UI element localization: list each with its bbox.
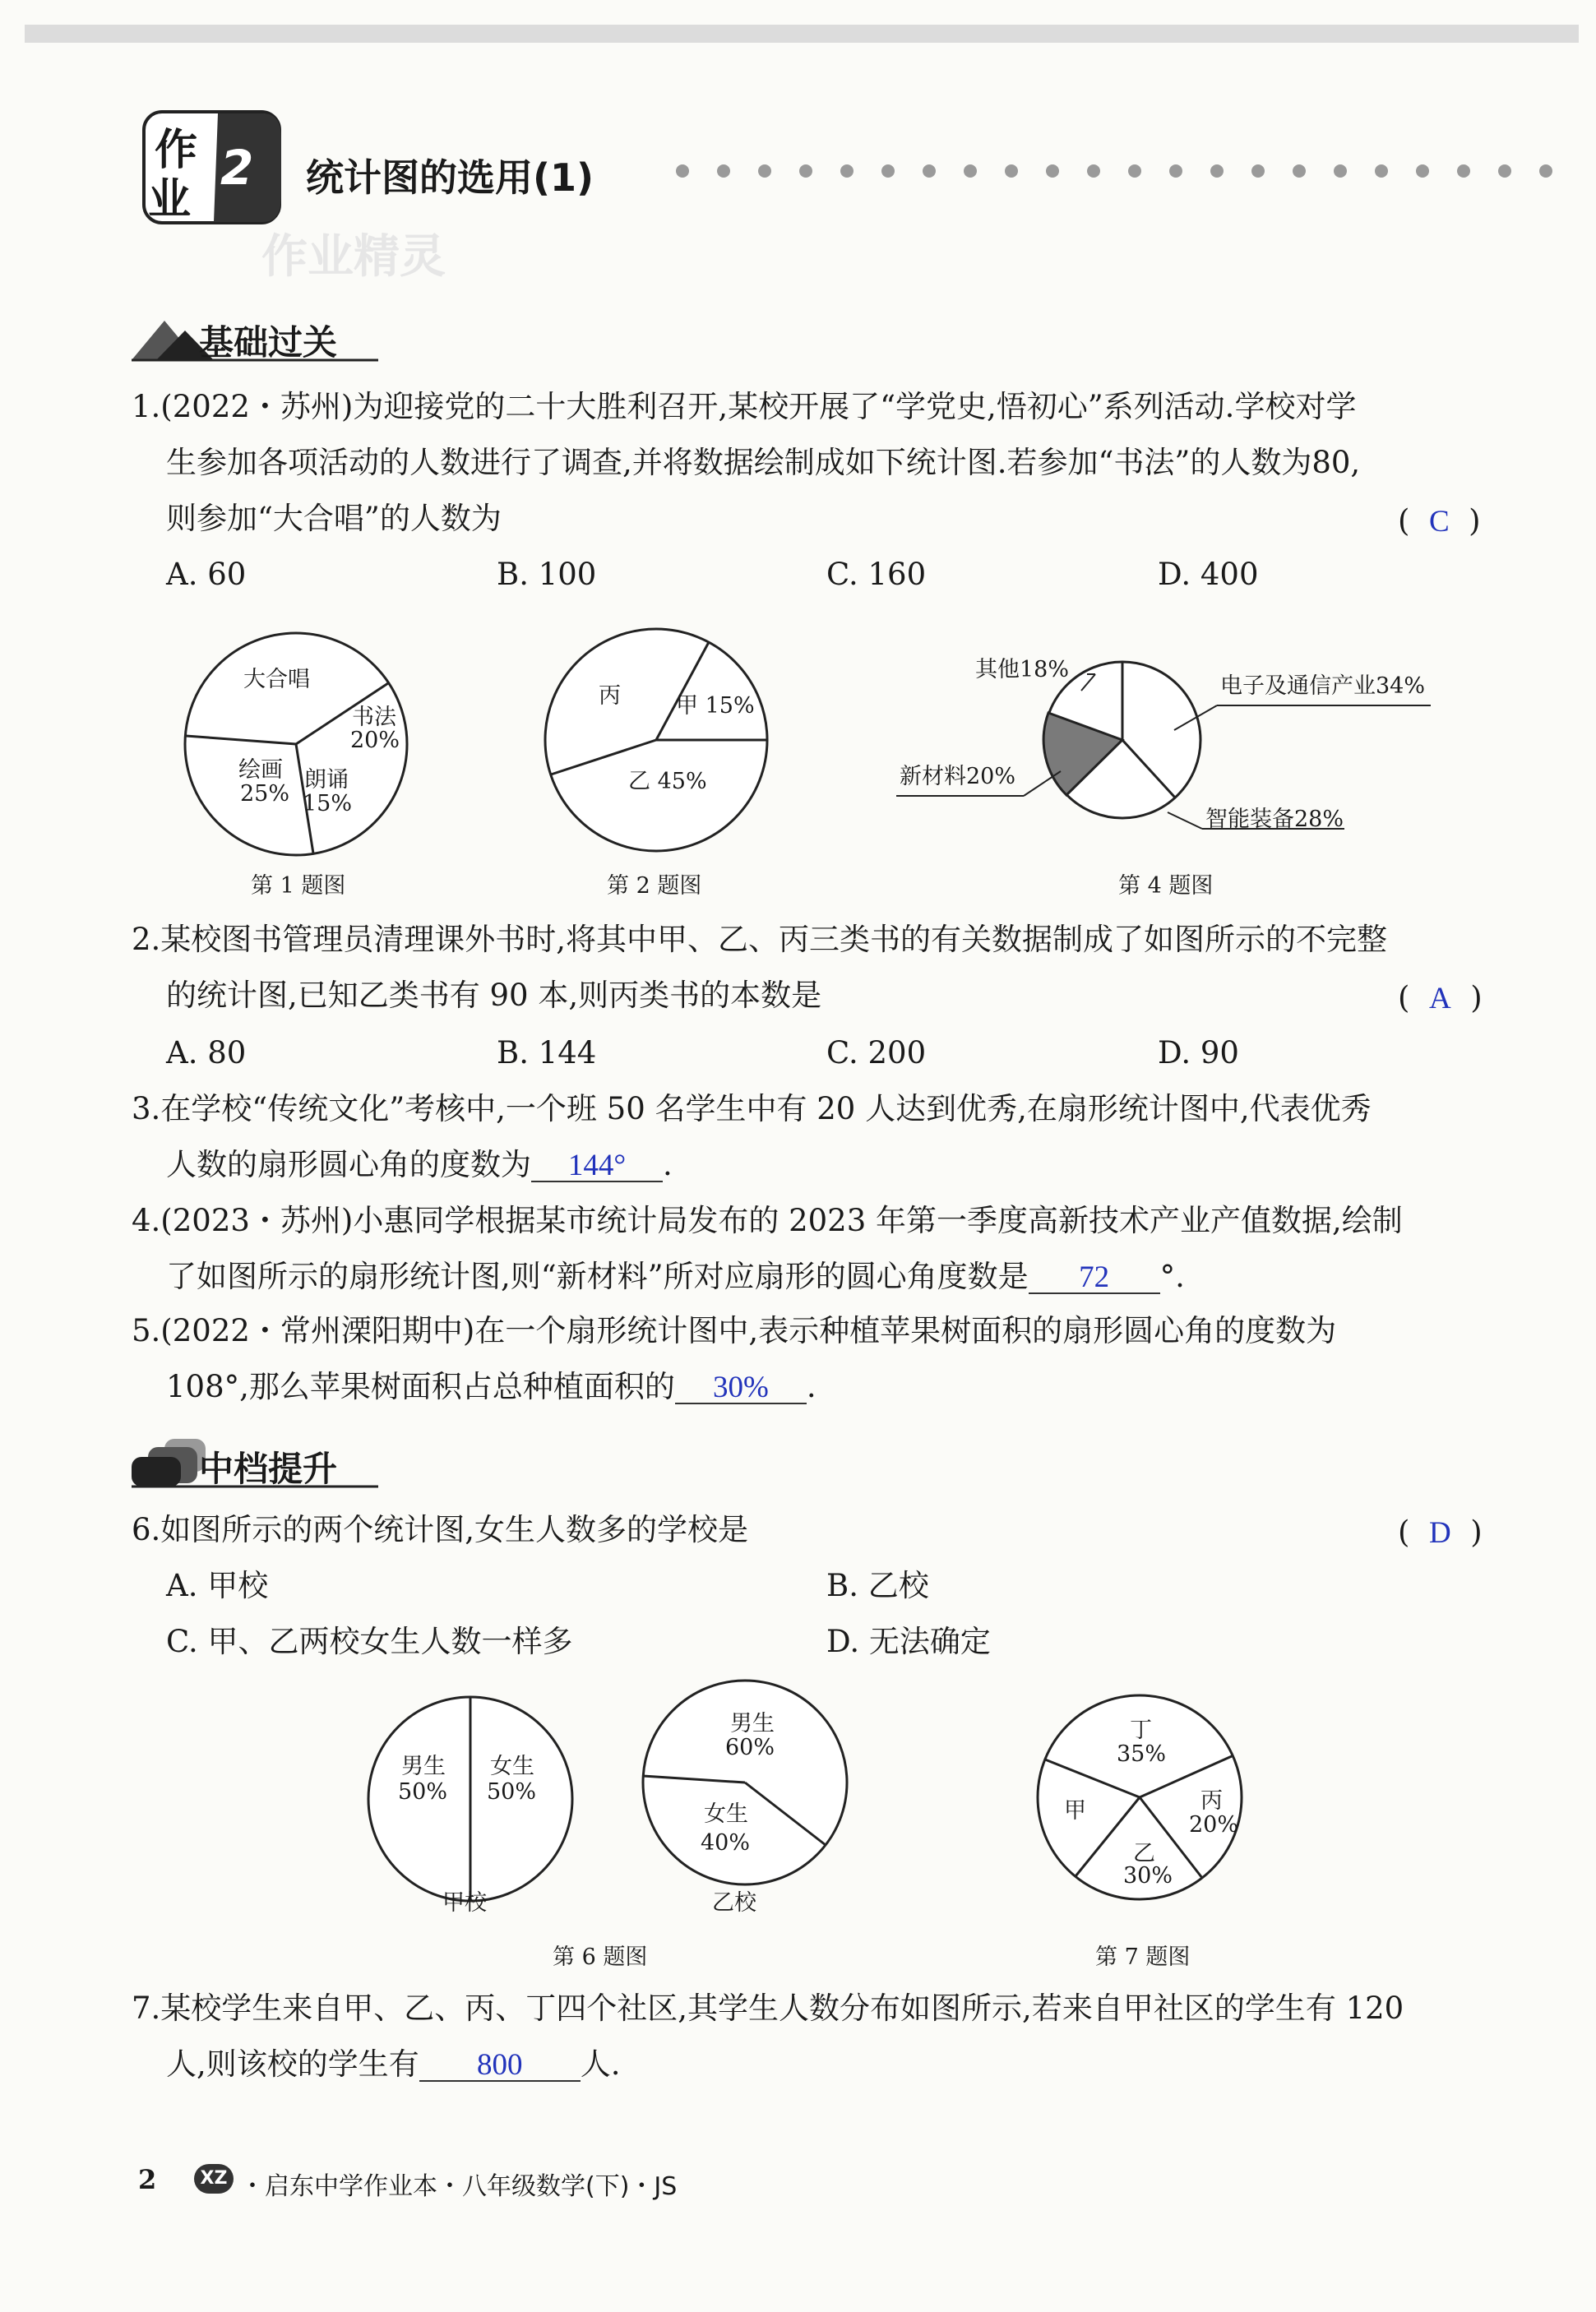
q1-line2: 生参加各项活动的人数进行了调查,并将数据绘制成如下统计图.若参加“书法”的人数为80, (166, 445, 1361, 480)
q4-line1: 4.(2023・苏州)小惠同学根据某市统计局发布的 2023 年第一季度高新技术产业产值数据,绘制 (132, 1203, 1403, 1238)
badge-number: 2 (220, 140, 254, 196)
fig4-label-other: 其他18% (975, 657, 1070, 682)
q1-answer-paren: ( C ) (1398, 503, 1481, 539)
footer-logo-icon: XZ (194, 2164, 234, 2194)
top-band (25, 25, 1579, 43)
q2-answer: A (1428, 982, 1451, 1015)
fig6b-label-boy: 男生 (730, 1711, 775, 1736)
fig7-label-jia: 甲 (1064, 1798, 1086, 1824)
q3-line2 (166, 1149, 673, 1182)
fig7-label-bing: 丙 (1200, 1788, 1223, 1814)
fig7-caption: 第 7 题图 (1095, 1944, 1191, 1970)
q5-line2-pre: 108°,那么苹果树面积占总种植面积的 (166, 1369, 675, 1404)
section-middle (132, 1431, 395, 1488)
q1-option-b: B. 100 (497, 557, 597, 592)
q1-option-d: D. 400 (1158, 557, 1259, 592)
fig6-caption: 第 6 题图 (553, 1944, 648, 1970)
fig6a-label-boy: 男生 (401, 1754, 446, 1779)
fig4-label-smart: 智能装备28% (1205, 807, 1344, 832)
q6-line1: 6.如图所示的两个统计图,女生人数多的学校是 (132, 1512, 749, 1547)
q2-option-a: A. 80 (166, 1035, 247, 1070)
title-dots (674, 163, 1562, 179)
q5-answer-blank (675, 1371, 807, 1404)
q3-line1: 3.在学校“传统文化”考核中,一个班 50 名学生中有 20 人达到优秀,在扇形统计图中,代表优秀 (132, 1091, 1372, 1126)
q1-option-c: C. 160 (826, 557, 927, 592)
footer-text: ・启东中学作业本・八年级数学(下)・JS (240, 2172, 678, 2201)
fig4-label-electronics: 电子及通信产业34% (1220, 673, 1426, 699)
fig7-label-ding: 丁 (1130, 1718, 1152, 1743)
q5-line2 (166, 1371, 817, 1404)
badge-char-1: 作 (155, 126, 198, 175)
fig2-pie (541, 625, 771, 855)
fig1-label-recite: 朗诵 (304, 767, 349, 793)
fig2-label-yi: 乙 45% (628, 769, 707, 794)
section-basic-title: 基础过关 (199, 322, 338, 363)
q6-option-b: B. 乙校 (826, 1568, 929, 1603)
q3-line2-pre: 人数的扇形圆心角的度数为 (166, 1147, 531, 1182)
fig1-label-painting-pct: 25% (240, 781, 290, 807)
section-basic (132, 304, 395, 362)
q7-line2-post: 人. (580, 2046, 621, 2082)
badge-char-2: 业 (148, 175, 192, 224)
fig6b-label-boy-pct: 60% (725, 1735, 775, 1760)
q6-answer-paren: ( D ) (1398, 1514, 1483, 1550)
fig1-label-chorus: 大合唱 (243, 667, 310, 692)
page-title: 统计图的选用(1) (306, 155, 594, 200)
fig2-label-bing: 丙 (599, 683, 621, 709)
fig2-caption: 第 2 题图 (607, 873, 702, 899)
q5-answer: 30% (712, 1371, 769, 1404)
q2-line2: 的统计图,已知乙类书有 90 本,则丙类书的本数是 (166, 978, 822, 1013)
q1-line3: 则参加“大合唱”的人数为 (166, 501, 502, 536)
fig7-label-yi: 乙 (1133, 1841, 1155, 1866)
q2-option-c: C. 200 (826, 1035, 927, 1070)
q7-line2-pre: 人,则该校的学生有 (166, 2046, 419, 2082)
footer-page-number: 2 (138, 2164, 157, 2195)
fig2-label-jia: 甲 15% (676, 693, 755, 719)
fig1-caption: 第 1 题图 (251, 873, 346, 899)
q2-option-d: D. 90 (1158, 1035, 1239, 1070)
fig6b-label-girl: 女生 (704, 1801, 748, 1827)
q4-answer-blank (1029, 1261, 1160, 1294)
fig6-pie-a (365, 1694, 576, 1904)
fig6a-label-girl: 女生 (490, 1754, 534, 1779)
q1-option-a: A. 60 (166, 557, 247, 592)
q4-line2-pre: 了如图所示的扇形统计图,则“新材料”所对应扇形的圆心角度数是 (166, 1259, 1029, 1294)
fig4-label-materials: 新材料20% (900, 764, 1016, 789)
fig6a-school-name: 甲校 (442, 1890, 487, 1916)
q4-line2 (166, 1261, 1185, 1294)
q2-option-b: B. 144 (497, 1035, 597, 1070)
fig6b-label-girl-pct: 40% (701, 1830, 751, 1856)
section-middle-title: 中档提升 (199, 1449, 338, 1489)
fig1-label-calligraphy: 书法 (352, 705, 396, 730)
q3-answer-blank (531, 1149, 663, 1182)
fig7-label-ding-pct: 35% (1117, 1741, 1167, 1767)
q2-answer-paren: ( A ) (1398, 980, 1483, 1015)
q4-answer: 72 (1079, 1260, 1110, 1294)
fig1-label-painting: 绘画 (238, 757, 283, 783)
fig1-label-calligraphy-pct: 20% (350, 728, 400, 753)
q1-line1: 1.(2022・苏州)为迎接党的二十大胜利召开,某校开展了“学党史,悟初心”系列活动.学校对学 (132, 389, 1357, 424)
q7-line1: 7.某校学生来自甲、乙、丙、丁四个社区,其学生人数分布如图所示,若来自甲社区的学生有 120 (132, 1991, 1404, 2026)
fig1-label-recite-pct: 15% (303, 791, 353, 816)
q6-answer: D (1428, 1516, 1451, 1550)
q7-answer-blank (419, 2049, 581, 2082)
q6-option-c: C. 甲、乙两校女生人数一样多 (166, 1624, 573, 1659)
q3-answer: 144° (567, 1149, 627, 1182)
q7-answer: 800 (477, 2048, 523, 2082)
q2-line1: 2.某校图书管理员清理课外书时,将其中甲、乙、丙三类书的有关数据制成了如图所示的不完整 (132, 922, 1388, 957)
fig7-label-yi-pct: 30% (1123, 1863, 1173, 1889)
q6-option-a: A. 甲校 (166, 1568, 269, 1603)
q7-line2 (166, 2046, 621, 2082)
q4-line2-post: °. (1159, 1259, 1185, 1294)
q3-line2-post: . (663, 1147, 673, 1182)
fig6a-label-girl-pct: 50% (487, 1779, 537, 1805)
fig4-caption: 第 4 题图 (1118, 873, 1214, 899)
q1-answer: C (1428, 505, 1450, 539)
q6-option-d: D. 无法确定 (826, 1624, 991, 1659)
q5-line1: 5.(2022・常州溧阳期中)在一个扇形统计图中,表示种植苹果树面积的扇形圆心角的度数为 (132, 1313, 1337, 1348)
q5-line2-post: . (806, 1369, 817, 1404)
watermark: 作业精灵 (261, 230, 446, 284)
fig7-label-bing-pct: 20% (1189, 1812, 1239, 1838)
fig6a-label-boy-pct: 50% (398, 1779, 448, 1805)
fig6b-school-name: 乙校 (712, 1890, 756, 1916)
